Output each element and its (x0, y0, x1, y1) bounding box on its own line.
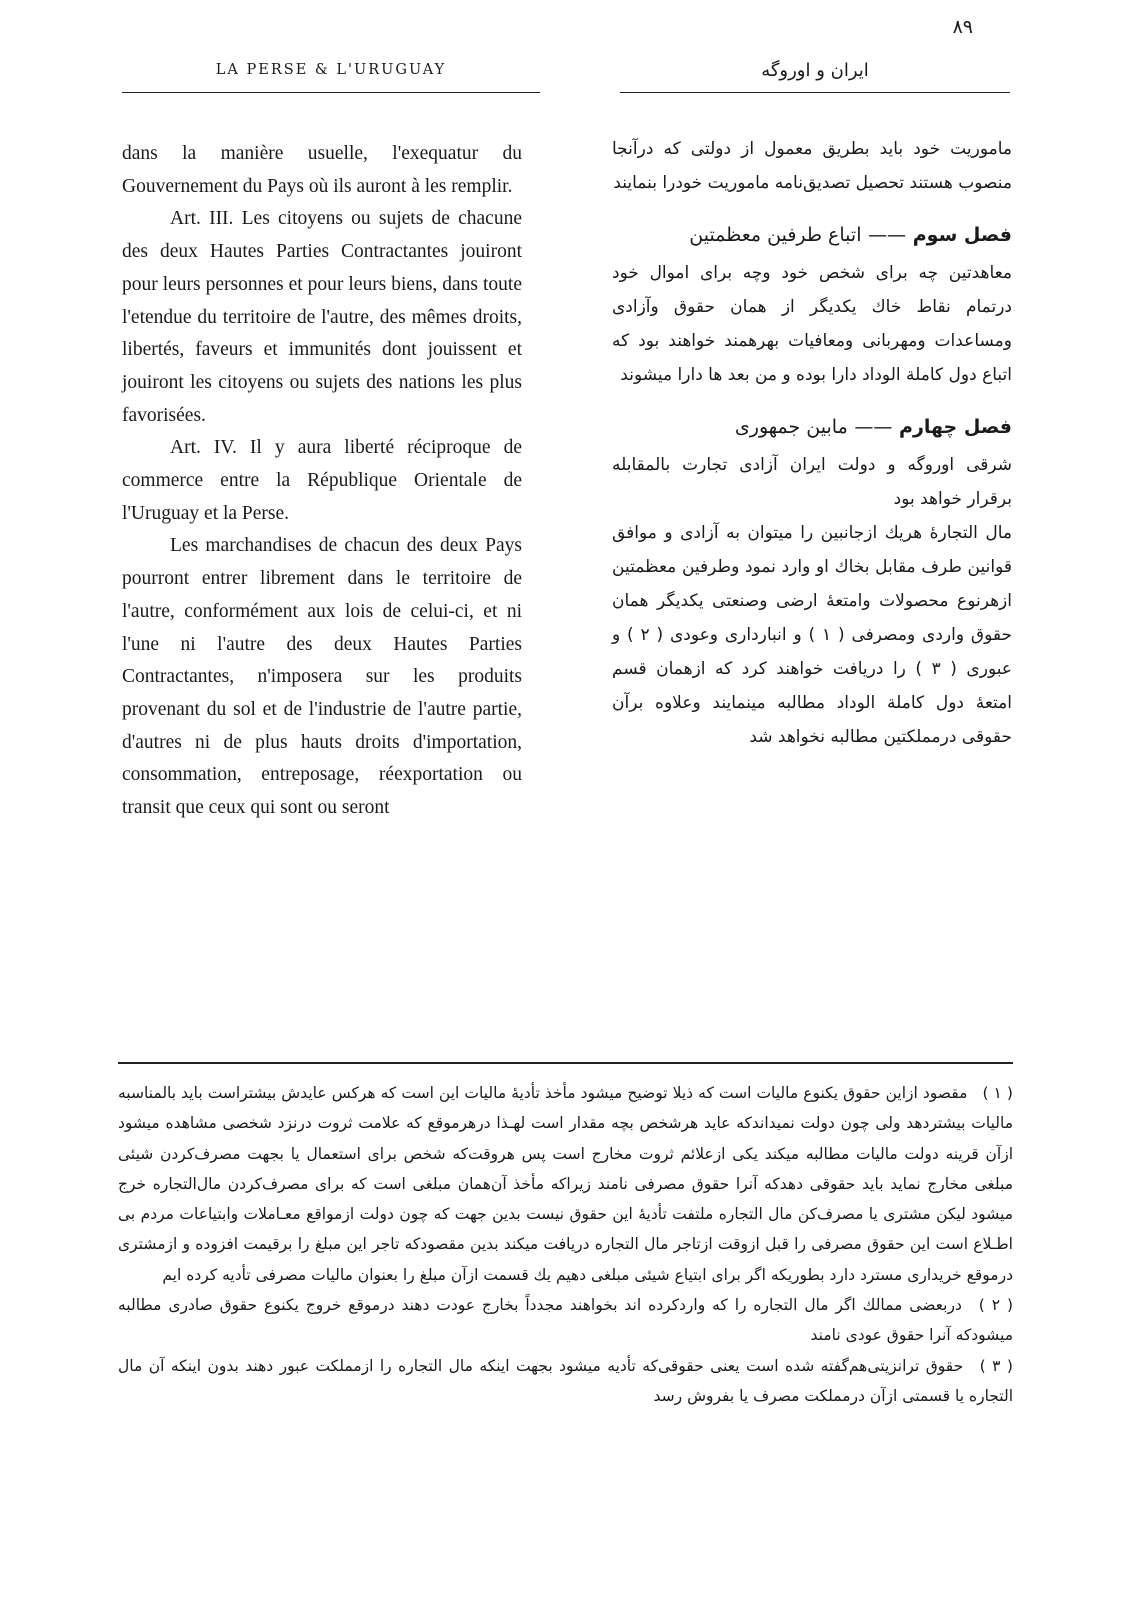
header-rule-right (620, 92, 1010, 93)
footnote-3-number: ( ۳ ) (979, 1356, 1013, 1375)
footnote-1-text: مقصود ازاین حقوق یکنوع مالیات است که ذیلا توضیح میشود مأخذ تأدیهٔ مالیات این است که هرکس عایدش بیشتراست باید بالمناسبه مالیات بیشتردهد ولی چون دولت نمیداندکه عاید هرشخص بچه مقدار است لهـذا درهرموقع که علامت ثروت درنزد شخصی مشاهده میشود ازآن قرینه دولت مالیات مطالبه میکند یکی ازعلائم ثروت مخارج است پس هروقت‌که شخص برای استعمال یا بجهت مصرف‌کردن شیئی مبلغی مخارج نماید باید حقوقی دهدکه آنرا حقوق مصرفی نامند زیراکه مأخذ آن‌همان مبلغی است که برای مصرف‌کردن مال‌التجاره خرج میشود لیکن مشتری یا مصرف‌کن مال التجاره ملتفت تأدیهٔ این حقوق نیست بدین جهت که چون دولت ازمواقع معـاملات وابتیاعات مردم بی اطـلاع است این حقوق مصرفی را قبل ازوقت ازتاجر مال التجاره دریافت میکند بدین مقصودکه تاجر این مبلغ را برقیمت افزوده و ازمشتری درموقع خریداری مسترد دارد بطوریکه اگر برای ابتیاع شیئی مبلغی دهیم یك قسمت ازآن مبلغ را بعنوان مالیات مصرفی تأدیه کرده ایم (118, 1084, 1013, 1284)
footnote-1-number: ( ۱ ) (982, 1084, 1013, 1102)
persian-article-4-text: شرقی اوروگه و دولت ایران آزادی تجارت بالمقابله برقرار خواهد بود (612, 455, 1012, 509)
persian-section-4-heading (612, 410, 1012, 444)
persian-merchandise-paragraph: مال التجارهٔ هریك ازجانبین را میتوان به آزادی و موافق قوانین طرف مقابل بخاك او وارد نمود وطرفین معظمتین ازهرنوع محصولات وامتعهٔ ارضی وصنعتی یکدیگر همان حقوق واردی ومصرفی ( ۱ ) و انبارداری وعودی ( ۲ ) و عبوری ( ۳ ) را دریافت خواهند کرد که ازهمان قسم امتعهٔ دول کاملة الوداد مطالبه مینمایند وعلاوه برآن حقوقی درمملکتین مطالبه نخواهد شد (612, 523, 1012, 747)
section-4-heading-rest: مابین جمهوری (734, 416, 848, 438)
french-column (122, 138, 522, 825)
french-article-4: Art. IV. Il y aura liberté réciproque de commerce entre la République Orientale de l'Uruguay et la Perse. (122, 437, 522, 524)
section-3-heading-rest: اتباع طرفین معظمتین (689, 224, 862, 246)
footnote-3-text: حقوق ترانزیتی‌هم‌گفته شده است یعنی حقوقی‌که تأدیه میشود بجهت اینکه مال التجاره را ازمملکت عبور دهند بدون اینکه آن مال التجاره یا قسمتی ازآن درمملکت مصرف یا بفروش رسد (118, 1356, 1013, 1405)
section-4-title: فصل چهارم (899, 416, 1012, 438)
running-header-persian: ایران و اوروگه (761, 60, 869, 81)
french-paragraph-continuation: dans la manière usuelle, l'exequatur du Gouvernement du Pays où ils auront à les remplir. (122, 143, 522, 197)
french-article-3: Art. III. Les citoyens ou sujets de chacune des deux Hautes Parties Contractantes jouiront pour leurs personnes et pour leurs biens, dans toute l'etendue du territoire de l'autre, des mêmes droits, libertés, faveurs et immunités dont jouissent et jouiront les citoyens ou sujets des nations les plus favorisées. (122, 208, 522, 426)
footnotes (118, 1078, 1013, 1411)
section-3-dash: —— (868, 224, 907, 246)
header-rule-left (122, 92, 540, 93)
persian-paragraph-continuation: ماموریت خود باید بطریق معمول از دولتی که درآنجا منصوب هستند تحصیل تصدیق‌نامه ماموریت خودرا بنمایند (612, 139, 1012, 193)
footnote-1 (118, 1078, 1013, 1290)
section-3-title: فصل سوم (912, 224, 1012, 246)
footnote-2 (118, 1290, 1013, 1351)
persian-article-3-text: معاهدتین چه برای شخص خود وچه برای اموال خود درتمام نقاط خاك یکدیگر از همان حقوق وآزادی ومساعدات ومهربانی ومعافیات بهرهمند خواهند بود که اتباع دول کاملة الوداد دارا بوده و من بعد ها دارا میشوند (612, 263, 1012, 385)
footnote-rule (118, 1062, 1013, 1064)
footnote-2-text: دربعضی ممالك اگر مال التجاره را که واردکرده اند بخواهند مجدداً بخارج عودت دهند درموقع خروج یکنوع حقوق صادری مطالبه میشودکه آنرا حقوق عودی نامند (118, 1296, 1013, 1345)
footnote-3 (118, 1351, 1013, 1412)
running-header-french: LA PERSE & L'URUGUAY (215, 62, 447, 78)
persian-column (612, 132, 1012, 754)
french-merchandise-paragraph: Les marchandises de chacun des deux Pays pourront entrer librement dans le territoire de l'autre, conformément aux lois de celui-ci, et ni l'une ni l'autre des deux Hautes Parties Contractantes, n'imposera sur les produits provenant du sol et de l'industrie de l'autre partie, d'autres ni de plus hauts droits d'importation, consommation, entreposage, réexportation ou transit que ceux qui sont ou seront (122, 535, 522, 819)
section-4-dash: —— (854, 416, 893, 438)
page-number: ۸۹ (952, 16, 973, 38)
persian-section-3-heading (612, 218, 1012, 252)
footnote-2-number: ( ۲ ) (978, 1296, 1013, 1315)
